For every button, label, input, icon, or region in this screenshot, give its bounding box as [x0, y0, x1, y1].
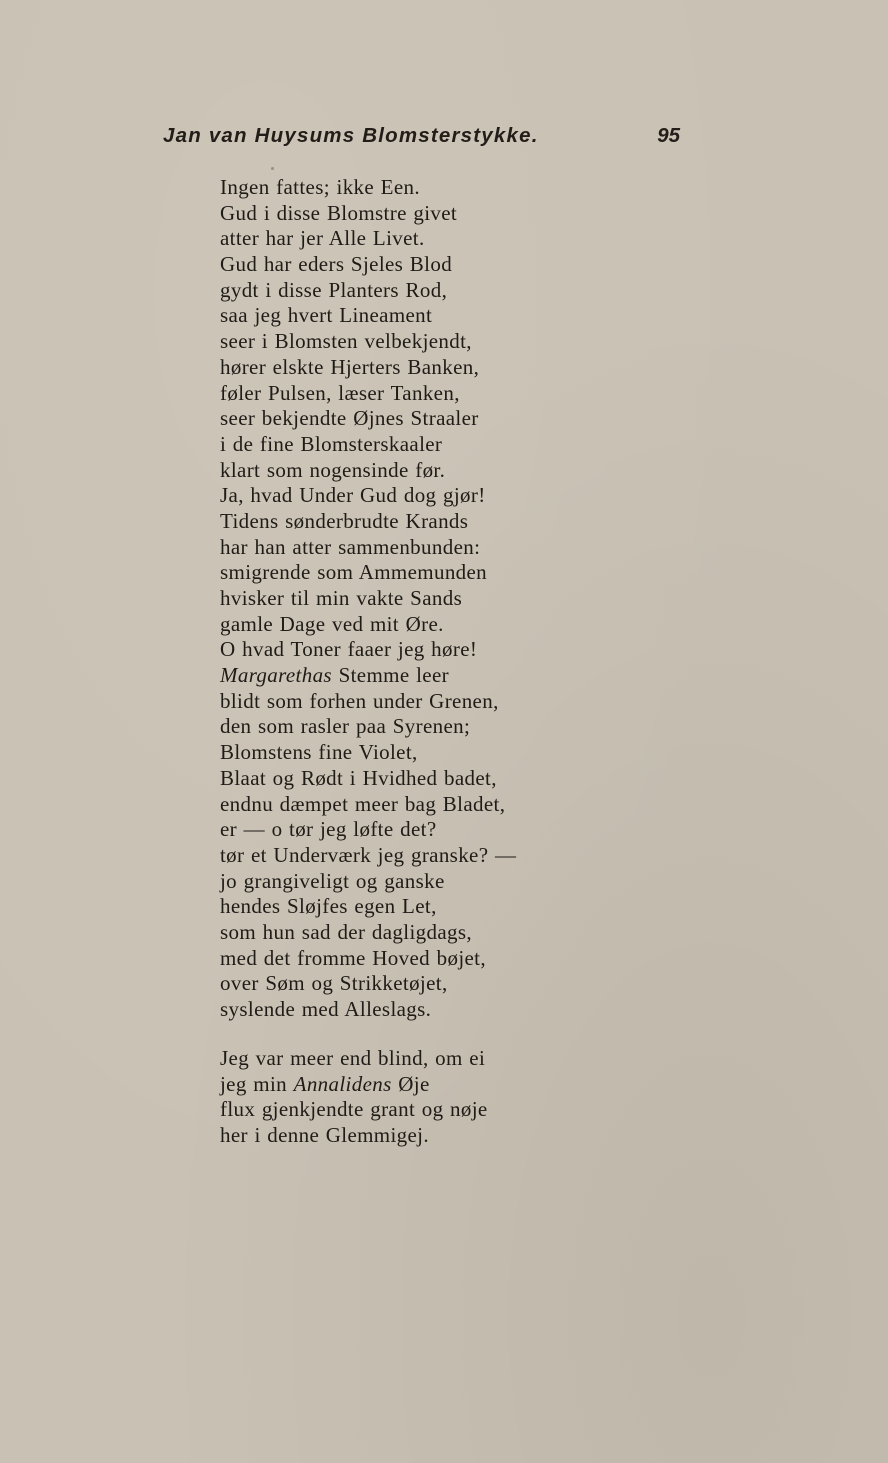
poem-line — [220, 766, 516, 792]
line-text: Gud har eders Sjeles Blod — [220, 252, 453, 277]
poem-line — [220, 997, 516, 1023]
poem-line — [220, 586, 516, 612]
line-text: her i denne Glemmigej. — [220, 1123, 429, 1148]
line-text: klart som nogensinde før. — [220, 457, 446, 482]
line-text: atter har jer Alle Livet. — [220, 226, 425, 251]
poem-line — [220, 535, 516, 561]
line-text: som hun sad der dagligdags, — [220, 919, 472, 944]
page-number: 95 — [657, 124, 680, 147]
line-text: Øje — [398, 1071, 430, 1096]
line-text: i de fine Blomsterskaaler — [220, 431, 443, 456]
poem-line — [220, 869, 516, 895]
line-text: med det fromme Hoved bøjet, — [220, 945, 486, 970]
line-text: har han atter sammenbunden: — [220, 534, 481, 559]
line-text: seer i Blomsten velbekjendt, — [220, 329, 472, 354]
line-text: endnu dæmpet meer bag Bladet, — [220, 791, 506, 816]
poem-line — [220, 663, 516, 689]
italic-name: Annalidens — [293, 1071, 392, 1096]
line-text: seer bekjendte Øjnes Straaler — [220, 406, 479, 431]
poem-line — [220, 1097, 488, 1123]
line-text: hører elskte Hjerters Banken, — [220, 354, 480, 379]
line-text: Gud i disse Blomstre givet — [220, 200, 458, 225]
poem-line — [220, 792, 516, 818]
poem-line — [220, 355, 516, 381]
poem-line — [220, 303, 516, 329]
line-text: Stemme leer — [338, 663, 449, 688]
line-text: Tidens sønderbrudte Krands — [220, 508, 469, 533]
poem-line — [220, 252, 516, 278]
poem-line — [220, 612, 516, 638]
poem-line — [220, 175, 516, 201]
poem-line — [220, 1072, 488, 1098]
line-text: gamle Dage ved mit Øre. — [220, 611, 444, 636]
line-text: gydt i disse Planters Rod, — [220, 277, 448, 302]
line-text: føler Pulsen, læser Tanken, — [220, 380, 460, 405]
line-text: Ingen fattes; ikke Een. — [220, 175, 420, 199]
poem-line — [220, 817, 516, 843]
italic-name: Margarethas — [220, 663, 332, 688]
paper-speck — [271, 167, 274, 170]
line-text: O hvad Toner faaer jeg høre! — [220, 637, 478, 662]
poem-line — [220, 560, 516, 586]
line-text: Blaat og Rødt i Hvidhed badet, — [220, 765, 497, 790]
line-text: smigrende som Ammemunden — [220, 560, 488, 585]
line-text: er — o tør jeg løfte det? — [220, 817, 437, 842]
line-prefix: jeg min — [220, 1071, 288, 1096]
line-text: tør et Underværk jeg granske? — — [220, 842, 517, 867]
poem-line — [220, 920, 516, 946]
line-text: den som rasler paa Syrenen; — [220, 714, 471, 739]
poem-line — [220, 509, 516, 535]
poem-line — [220, 894, 516, 920]
line-text: blidt som forhen under Grenen, — [220, 688, 499, 713]
poem-line — [220, 483, 516, 509]
line-text: Jeg var meer end blind, om ei — [220, 1046, 486, 1070]
poem-line — [220, 946, 516, 972]
poem-line — [220, 689, 516, 715]
poem-line — [220, 714, 516, 740]
line-text: saa jeg hvert Lineament — [220, 303, 433, 328]
poem-line — [220, 458, 516, 484]
line-text: hvisker til min vakte Sands — [220, 586, 463, 610]
poem-line — [220, 278, 516, 304]
line-text: hendes Sløjfes egen Let, — [220, 894, 437, 919]
line-text: over Søm og Strikketøjet, — [220, 971, 448, 996]
poem-line — [220, 432, 516, 458]
line-text: flux gjenkjendte grant og nøje — [220, 1097, 488, 1122]
line-text: jo grangiveligt og ganske — [220, 868, 445, 893]
poem-line — [220, 406, 516, 432]
poem-line — [220, 740, 516, 766]
poem-line — [220, 381, 516, 407]
running-title: Jan van Huysums Blomsterstykke. — [163, 124, 539, 147]
line-text: Ja, hvad Under Gud dog gjør! — [220, 483, 486, 508]
poem-line — [220, 329, 516, 355]
poem-line — [220, 201, 516, 227]
poem-line — [220, 637, 516, 663]
poem-stanza-1 — [220, 175, 516, 1023]
running-header — [163, 124, 683, 156]
poem-line — [220, 1046, 488, 1072]
line-text: syslende med Alleslags. — [220, 997, 432, 1021]
line-text: Blomstens fine Violet, — [220, 740, 418, 765]
poem-line — [220, 226, 516, 252]
poem-line — [220, 843, 516, 869]
poem-stanza-2 — [220, 1046, 488, 1149]
poem-line — [220, 971, 516, 997]
poem-line — [220, 1123, 488, 1149]
